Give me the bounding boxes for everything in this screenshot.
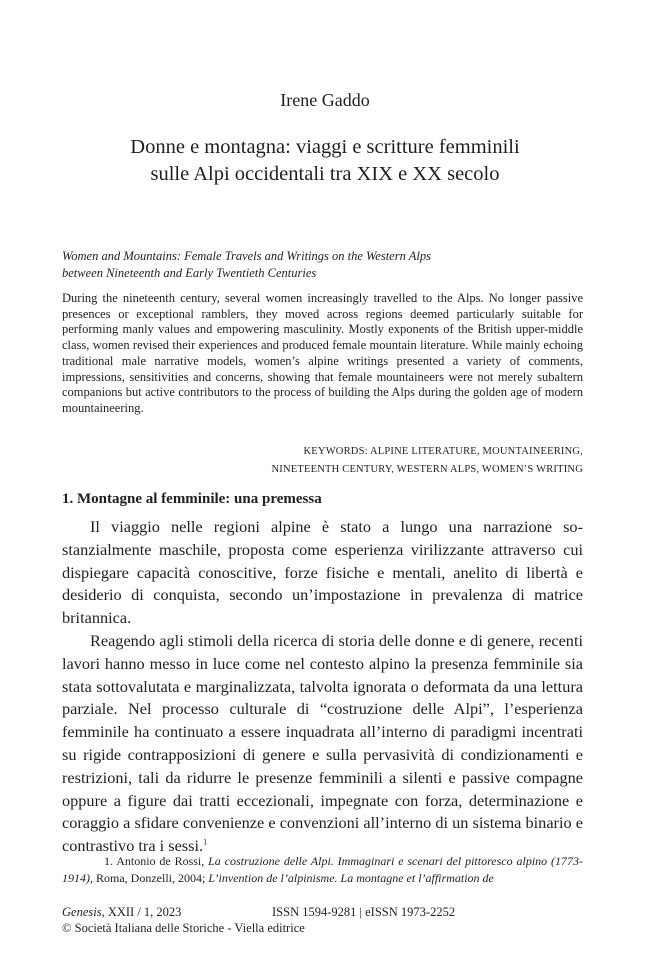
journal-info [62,904,456,936]
journal-issn: ISSN 1594-9281 | eISSN 1973-2252 [272,905,456,919]
footnote [62,853,583,887]
author-name: Irene Gaddo [280,90,370,110]
abstract: During the nineteenth century, several women increasingly travelled to the Alps. No longer passive presences or exceptional ramblers, they moved across regions deemed particularly suitable for performing manly values and empowering masculinity. Mostly exponents of the British upper-middle class, women revised their experiences and produced female mountain literature. While mainly echoing traditional male narrative models, women’s alpine writings presented a variety of comments, impressions, sensitivities and concerns, showing that female mountaineers were not merely subaltern companions but active contributors to the process of building the Alps during the golden age of modern mountaineering. [62,291,583,415]
article-title [70,134,580,188]
footnote-marker[interactable]: 1 [203,837,208,847]
keywords-line: KEYWORDS: ALPINE LITERATURE, MOUNTAINEERING, [303,446,583,457]
paragraph [62,630,583,858]
keywords [183,443,583,479]
footnote-title: L’invention de l’alpinisme. La montagne et l’affirmation de [208,871,494,885]
journal-issue: , XXII / 1, 2023 [101,905,182,919]
title-line: Donne e montagna: viaggi e scritture femminili [130,136,520,158]
english-title-line: between Nineteenth and Early Twentieth Centuries [62,266,317,280]
section-heading: 1. Montagne al femminile: una premessa [62,491,322,507]
footnote-publisher: , Roma, Donzelli, 2004; [90,871,206,885]
journal-copyright: © Società Italiana delle Storiche - Viella editrice [62,921,305,935]
title-line: sulle Alpi occidentali tra XIX e XX secolo [150,163,500,185]
english-title-line: Women and Mountains: Female Travels and Writings on the Western Alps [62,249,431,263]
keywords-line: NINETEENTH CENTURY, WESTERN ALPS, WOMEN’S WRITING [271,464,583,475]
footnote-author: Antonio de Rossi, [116,854,205,868]
body-text [62,516,583,858]
footnote-number: 1. [104,854,113,868]
paragraph: Il viaggio nelle regioni alpine è stato a lungo una narrazione sostanzialmente maschile, proposta come esperienza virilizzante attraverso cui dispiegare capacità conoscitive, forze fisiche e mentali, anelito di libertà e desiderio di conquista, secondo un’impostazione in prevalenza di matrice britannica. [62,517,583,628]
english-title [62,248,592,282]
journal-line [62,904,305,920]
journal-name: Genesis [62,905,102,919]
footnote-title: La costruzione delle Alpi. Immaginari e scenari del pittoresco alpino (1773-1914) [62,854,584,885]
paragraph-text: Reagendo agli stimoli della ricerca di storia delle donne e di genere, recenti lavori hanno messo in luce come nel contesto alpino la presenza femminile sia stata sottovalutata e marginalizzata, talvolta ignorata o deformata da una lettura parziale. Nel processo culturale di “costruzione delle Alpi”, l’esperienza femminile ha continuato a essere inquadrata all’interno di paradigmi incentrati su rigide contrapposizioni di genere e sulla pervasività di condizionamenti e restrizioni, tali da ridurre le presenze femminili a silenti e passive compagne oppure a figure dai tratti eccezionali, impegnate con forza, determinazione e coraggio a sfidare convenienze e convenzioni all’interno di un sistema binario e contrastivo tra i sessi. [62,630,583,856]
